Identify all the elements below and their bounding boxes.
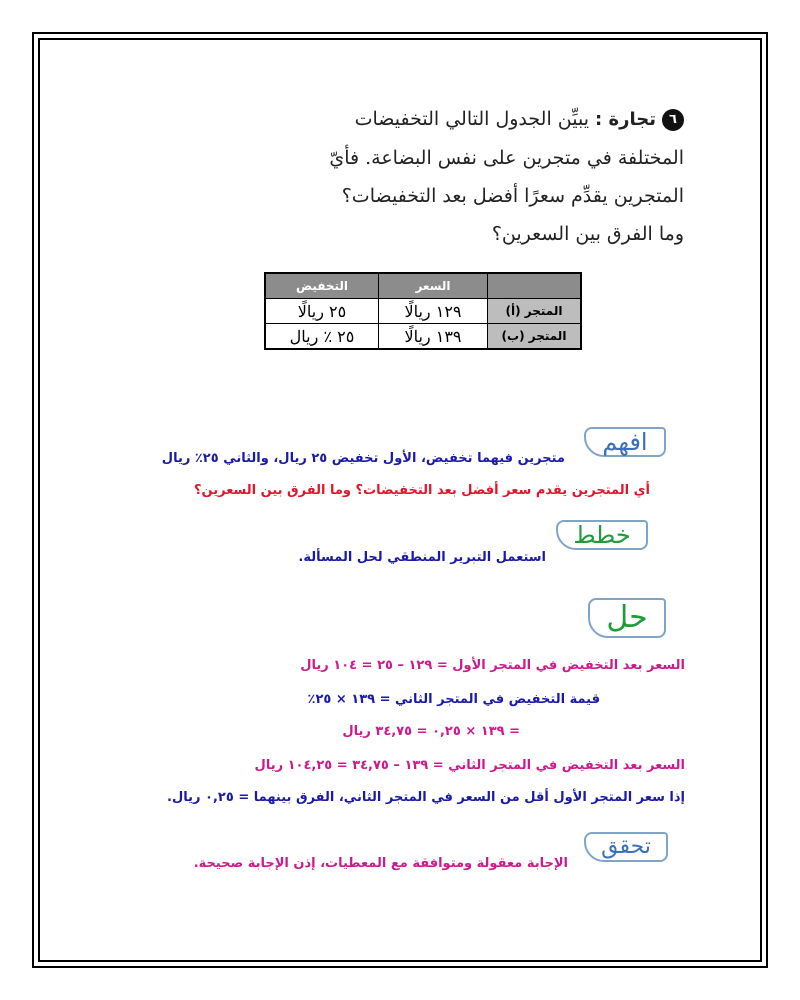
problem-text-2: المختلفة في متجرين على نفس البضاعة. فأيّ [329, 147, 684, 169]
solve-line-3: = ١٣٩ × ٠,٢٥ = ٣٤,٧٥ ريال [342, 724, 520, 739]
solve-line-4: السعر بعد التخفيض في المتجر الثاني = ١٣٩ – ٣٤,٧٥ = ١٠٤,٢٥ ريال [254, 758, 685, 773]
solve-label: حل [588, 598, 666, 638]
problem-line-1 [264, 100, 684, 139]
store-label: المتجر (ب) [488, 324, 582, 350]
table-header-row [265, 273, 581, 299]
solve-line-2: قيمة التخفيض في المتجر الثاني = ١٣٩ × ٢٥٪ [307, 692, 600, 707]
plan-text: استعمل التبرير المنطقي لحل المسألة. [298, 550, 546, 565]
store-label: المتجر (أ) [488, 299, 582, 324]
problem-text-3: المتجرين يقدِّم سعرًا أفضل بعد التخفيضات؟ [341, 185, 684, 207]
discount-cell: ٢٥ ٪ ريال [265, 324, 379, 350]
understand-line-2: أي المتجرين يقدم سعر أفضل بعد التخفيضات؟ وما الفرق بين السعرين؟ [193, 483, 650, 498]
problem-statement [264, 100, 684, 253]
problem-text-4: وما الفرق بين السعرين؟ [491, 223, 684, 245]
problem-number-badge: ٦ [662, 109, 684, 131]
table-header-cell [488, 273, 582, 299]
discount-cell: ٢٥ ريالًا [265, 299, 379, 324]
check-text: الإجابة معقولة ومتوافقة مع المعطيات، إذن الإجابة صحيحة. [193, 856, 568, 871]
discount-table [264, 272, 582, 350]
price-cell: ١٣٩ ريالًا [379, 324, 488, 350]
understand-label: افهم [584, 427, 666, 457]
solve-line-5: إذا سعر المتجر الأول أقل من السعر في المتجر الثاني، الفرق بينهما = ٠,٢٥ ريال. [167, 790, 685, 805]
check-label: تحقق [584, 832, 668, 862]
table-row [265, 299, 581, 324]
table-header-cell: السعر [379, 273, 488, 299]
understand-line-1: متجرين فيهما تخفيض، الأول تخفيض ٢٥ ريال، والثاني ٢٥٪ ريال [161, 451, 565, 466]
problem-text-1: يبيِّن الجدول التالي التخفيضات [354, 108, 589, 130]
table-header-cell: التخفيض [265, 273, 379, 299]
problem-topic: تجارة : [595, 109, 656, 130]
table-row [265, 324, 581, 350]
price-cell: ١٢٩ ريالًا [379, 299, 488, 324]
plan-label: خطط [556, 520, 648, 550]
solve-line-1: السعر بعد التخفيض في المتجر الأول = ١٢٩ – ٢٥ = ١٠٤ ريال [300, 658, 685, 673]
